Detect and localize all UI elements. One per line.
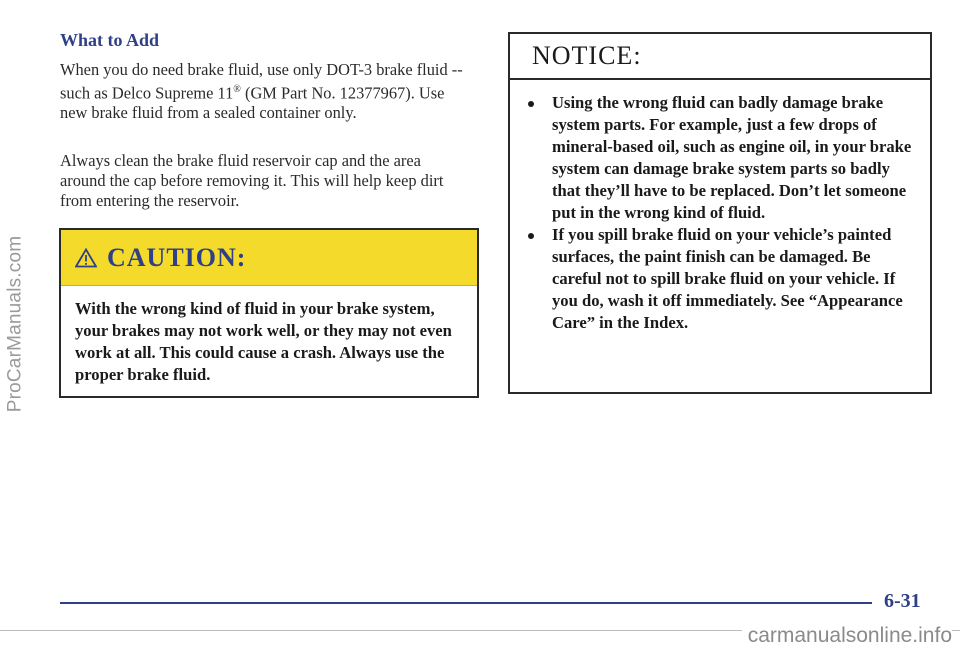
- bottom-watermark: carmanualsonline.info: [742, 624, 952, 648]
- notice-header: [510, 34, 930, 80]
- caution-banner: [61, 230, 477, 286]
- paragraph-clean-cap: Always clean the brake fluid reservoir cap and the area around the cap before removing it. This will help keep dirt from entering the reservoir.: [60, 151, 444, 210]
- caution-box: [59, 228, 479, 398]
- notice-box: [508, 32, 932, 394]
- notice-item-text: If you spill brake fluid on your vehicle’s painted surfaces, the paint finish can be damaged. Be careful not to spill brake fluid on your vehicle. If you do, wash it off immediately. See “Appearance Care” in the Index.: [552, 225, 903, 332]
- notice-list: [510, 80, 930, 334]
- page-number: 6-31: [884, 590, 921, 612]
- registered-mark: ®: [233, 84, 241, 95]
- notice-item-text: Using the wrong fluid can badly damage brake system parts. For example, just a few drops of mineral-based oil, such as engine oil, in your brake system can damage brake system parts so badly that they’ll have to be replaced. Don’t let someone put in the wrong kind of fluid.: [552, 93, 912, 222]
- paragraph-brake-fluid-type: [60, 60, 470, 123]
- side-watermark: [2, 0, 28, 647]
- caution-title: CAUTION:: [107, 242, 247, 272]
- notice-title: NOTICE:: [532, 41, 642, 70]
- paragraph-brake-fluid-main: When you do need brake fluid, use only DOT-3 brake fluid -- such as Delco Supreme 11: [60, 60, 463, 103]
- section-heading: What to Add: [60, 30, 160, 50]
- paragraph-brake-fluid-tail: (GM Part No. 12377967). Use new brake fluid from a sealed container only.: [60, 83, 445, 123]
- notice-item: [528, 224, 920, 334]
- bullet-icon: [528, 233, 534, 239]
- bullet-icon: [528, 101, 534, 107]
- side-watermark-text: ProCarManuals.com: [4, 235, 26, 412]
- warning-triangle-icon: [75, 248, 97, 268]
- footer-rule: [60, 602, 872, 604]
- caution-text: With the wrong kind of fluid in your brake system, your brakes may not work well, or they may not even work at all. This could cause a crash. Always use the proper brake fluid.: [75, 299, 452, 384]
- notice-item: [528, 92, 920, 224]
